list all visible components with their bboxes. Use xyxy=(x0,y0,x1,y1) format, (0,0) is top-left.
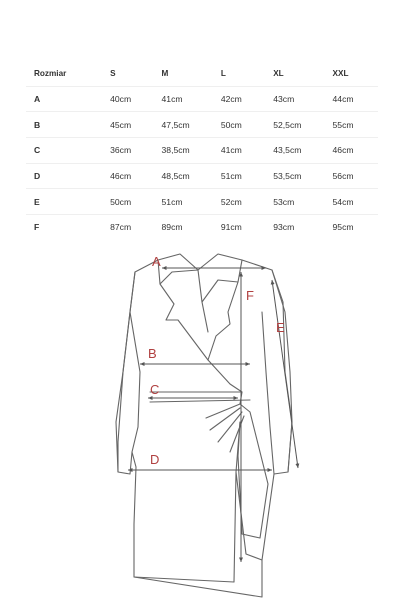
table-cell: 43,5cm xyxy=(273,145,302,156)
left-lapel xyxy=(158,260,242,392)
row-label: A xyxy=(34,93,41,104)
table-cell: 48,5cm xyxy=(161,170,190,181)
dim-label-e: E xyxy=(276,320,285,335)
left-sleeve xyxy=(118,272,140,472)
front-overlap xyxy=(234,422,262,582)
left-lapel-inner xyxy=(160,270,208,332)
table-row-a xyxy=(26,86,378,112)
table-row-b xyxy=(26,111,378,137)
table-row-e xyxy=(26,188,378,214)
table-header-row xyxy=(26,61,378,86)
dim-label-f: F xyxy=(246,288,254,303)
table-cell: 46cm xyxy=(332,145,354,156)
right-lapel xyxy=(208,260,242,360)
wrap-dress-illustration xyxy=(90,242,310,600)
table-cell: 55cm xyxy=(332,119,354,130)
table-row-c xyxy=(26,137,378,163)
right-sleeve xyxy=(262,270,292,474)
table-cell: 87cm xyxy=(110,222,132,233)
table-cell: 93cm xyxy=(273,222,295,233)
dim-label-a: A xyxy=(152,254,161,269)
dim-label-b: B xyxy=(148,346,157,361)
waist-belt xyxy=(150,392,250,402)
table-cell: 40cm xyxy=(110,93,132,104)
header-m: M xyxy=(161,68,169,78)
table-cell: 91cm xyxy=(220,222,242,233)
table-cell: 56cm xyxy=(332,170,354,181)
table-cell: 53,5cm xyxy=(273,170,302,181)
table-cell: 47,5cm xyxy=(161,119,190,130)
row-label: B xyxy=(34,119,41,130)
header-s: S xyxy=(110,68,116,78)
table-cell: 42cm xyxy=(220,93,242,104)
table-cell: 43cm xyxy=(273,93,295,104)
dim-label-d: D xyxy=(150,452,160,467)
garment-diagram xyxy=(90,242,310,600)
table-cell: 51cm xyxy=(220,170,242,181)
row-label: F xyxy=(34,222,40,233)
table-cell: 52cm xyxy=(220,196,242,207)
dim-label-c: C xyxy=(150,382,160,397)
table-cell: 95cm xyxy=(332,222,354,233)
table-cell: 54cm xyxy=(332,196,354,207)
header-xl: XL xyxy=(273,68,284,78)
table-cell: 45cm xyxy=(110,119,132,130)
header-l: L xyxy=(220,68,226,78)
table-cell: 44cm xyxy=(332,93,354,104)
table-cell: 50cm xyxy=(110,196,132,207)
size-table xyxy=(26,61,378,240)
table-cell: 89cm xyxy=(161,222,183,233)
table-cell: 36cm xyxy=(110,145,132,156)
row-label: D xyxy=(34,170,41,181)
dim-line-e xyxy=(272,280,298,468)
row-label: C xyxy=(34,145,41,156)
table-cell: 52,5cm xyxy=(273,119,302,130)
table-cell: 38,5cm xyxy=(161,145,190,156)
table-row-d xyxy=(26,163,378,189)
table-cell: 41cm xyxy=(220,145,242,156)
table-cell: 41cm xyxy=(161,93,183,104)
table-cell: 51cm xyxy=(161,196,183,207)
wrap-fold-1 xyxy=(238,392,268,538)
header-size: Rozmiar xyxy=(34,68,67,78)
table-cell: 46cm xyxy=(110,170,132,181)
row-label: E xyxy=(34,196,40,207)
table-row-f xyxy=(26,214,378,240)
table-cell: 50cm xyxy=(220,119,242,130)
table-cell: 53cm xyxy=(273,196,295,207)
header-xxl: XXL xyxy=(332,68,349,78)
